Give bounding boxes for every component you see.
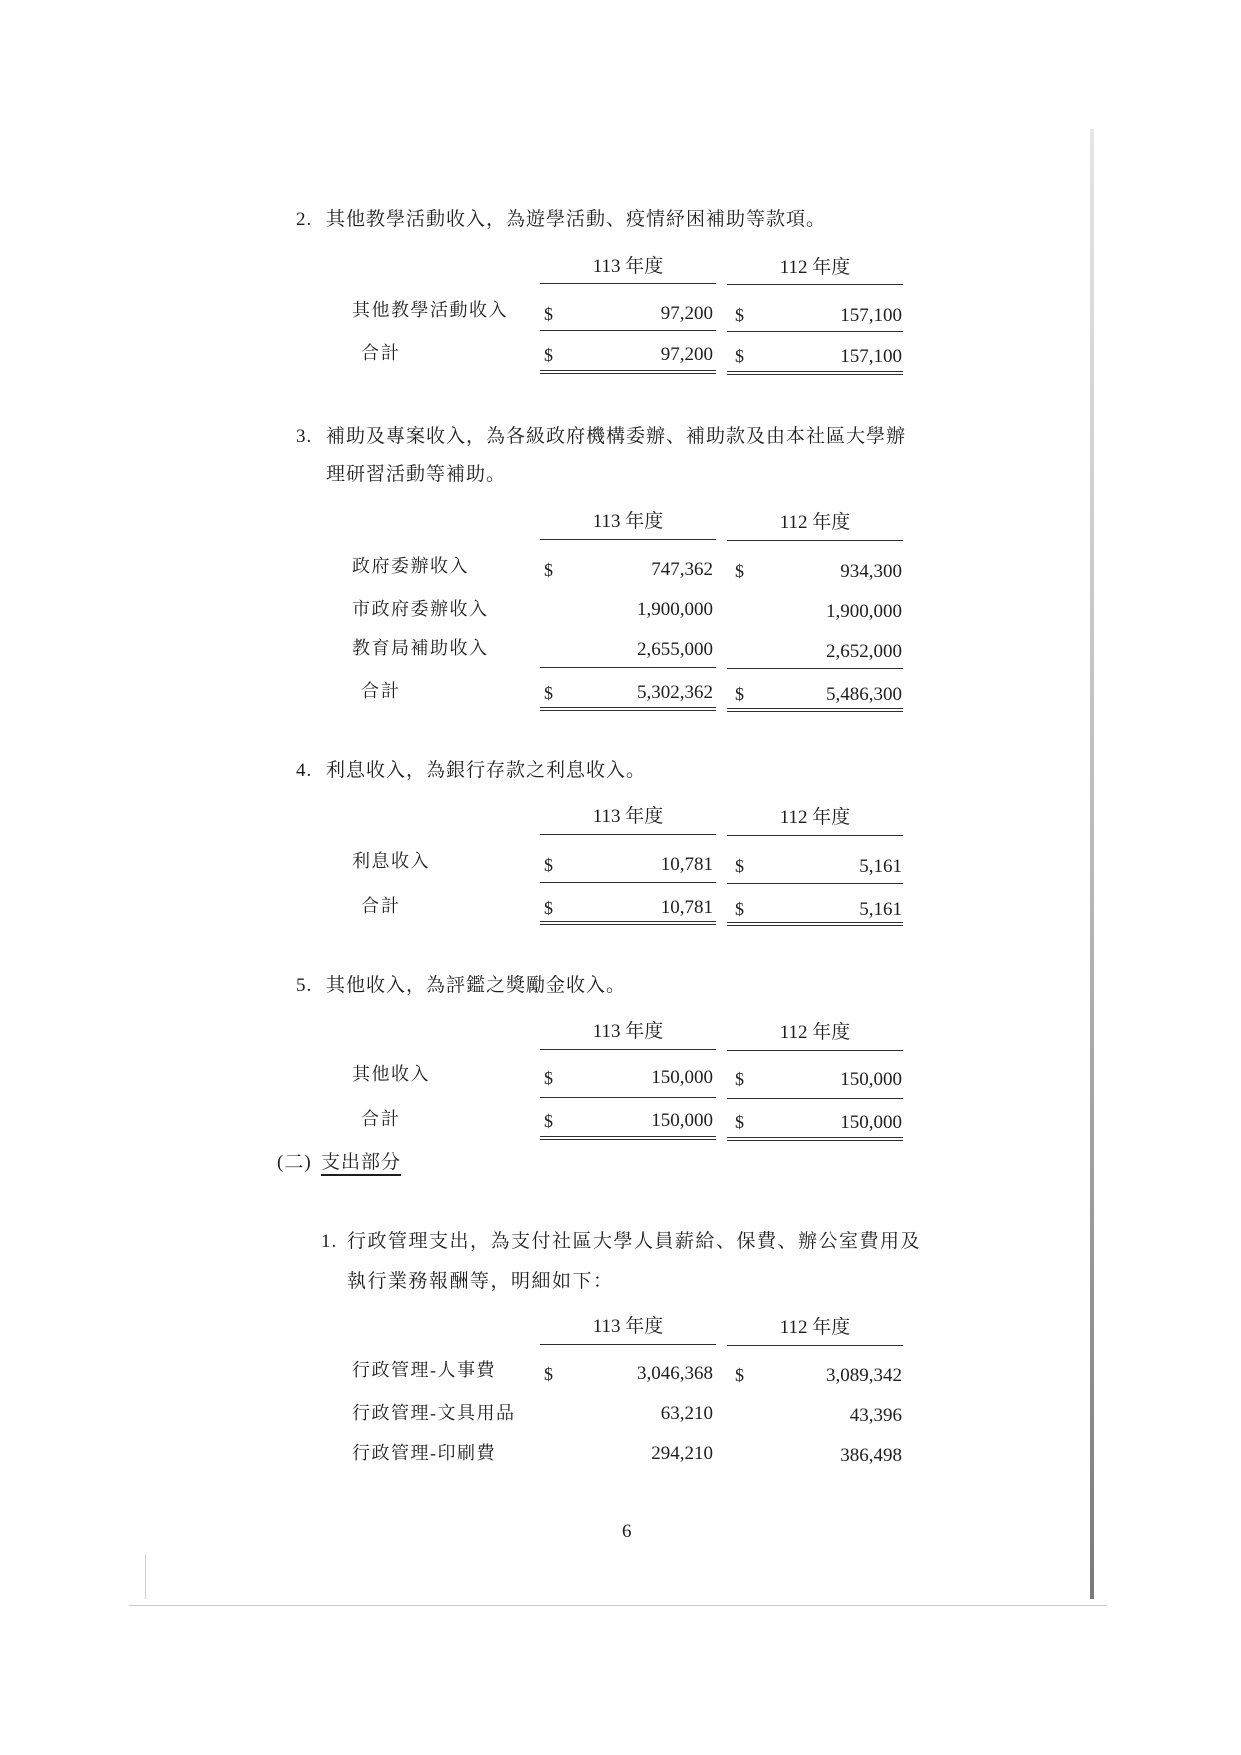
item5-row-label: 其他收入: [352, 1064, 430, 1084]
item4-total-currency-113: $: [544, 898, 553, 918]
item2-number: 2.: [296, 209, 313, 230]
item3-row1-label: 政府委辦收入: [352, 556, 469, 576]
item2-total-double-rule-112: [727, 371, 903, 375]
item3-number: 3.: [296, 426, 313, 447]
item4-number: 4.: [296, 760, 313, 781]
item2-header-113: 113 年度: [592, 256, 664, 277]
item5-total-currency-113: $: [544, 1111, 553, 1131]
item3-subtotal-rule-113: [540, 667, 716, 668]
expense-item1-description-line1: 行政管理支出，為支付社區大學人員薪給、保費、辦公室費用及: [347, 1231, 922, 1252]
item4-total-double-rule-113: [540, 921, 716, 925]
item5-total-double-rule-113: [540, 1136, 716, 1140]
item4-header-rule-112: [727, 835, 903, 836]
item2-row-value-112: 157,100: [840, 305, 902, 326]
expense-item1-header-113: 113 年度: [592, 1316, 664, 1337]
item3-row2-value-113: 1,900,000: [637, 599, 713, 620]
expense-item1-description-line2: 執行業務報酬等，明細如下：: [347, 1271, 614, 1292]
item4-header-113: 113 年度: [592, 806, 664, 827]
item3-header-rule-113: [540, 539, 716, 540]
expense-item1-row1-currency-113: $: [544, 1364, 553, 1384]
item3-description-line1: 補助及專案收入，為各級政府機構委辦、補助款及由本社區大學辦: [326, 426, 907, 447]
item3-row3-value-112: 2,652,000: [826, 641, 902, 662]
item3-row1-value-113: 747,362: [651, 559, 713, 580]
item2-header-112: 112 年度: [779, 257, 851, 278]
item4-subtotal-rule-112: [727, 883, 903, 884]
item2-row-label: 其他教學活動收入: [352, 300, 508, 320]
item2-subtotal-rule-113: [540, 330, 716, 331]
item2-header-rule-112: [727, 284, 903, 285]
scan-left-edge: [145, 1554, 146, 1599]
item5-total-currency-112: $: [735, 1112, 744, 1132]
item3-header-112: 112 年度: [779, 512, 851, 533]
item5-total-double-rule-112: [727, 1137, 903, 1141]
item4-header-112: 112 年度: [779, 807, 851, 828]
item2-total-value-112: 157,100: [840, 346, 902, 367]
item5-row-value-113: 150,000: [651, 1067, 713, 1088]
item3-total-currency-112: $: [735, 684, 744, 704]
item5-header-112: 112 年度: [779, 1022, 851, 1043]
item2-subtotal-rule-112: [727, 331, 903, 332]
item2-description: 其他教學活動收入，為遊學活動、疫情紓困補助等款項。: [326, 209, 827, 230]
expense-item1-number: 1.: [321, 1231, 338, 1252]
expense-item1-row1-currency-112: $: [735, 1365, 744, 1385]
expense-item1-row1-label: 行政管理-人事費: [352, 1360, 496, 1380]
item5-total-value-112: 150,000: [840, 1112, 902, 1133]
item2-row-value-113: 97,200: [660, 303, 713, 324]
item2-total-double-rule-113: [540, 370, 716, 374]
item3-total-double-rule-113: [540, 707, 716, 711]
item4-total-currency-112: $: [735, 899, 744, 919]
item4-row-value-112: 5,161: [859, 856, 902, 877]
item2-total-label: 合計: [361, 343, 401, 363]
item4-header-rule-113: [540, 834, 716, 835]
item5-row-currency-112: $: [735, 1069, 744, 1089]
item2-total-currency-112: $: [735, 346, 744, 366]
item4-description: 利息收入，為銀行存款之利息收入。: [326, 760, 647, 781]
item4-row-value-113: 10,781: [660, 854, 713, 875]
item4-total-value-112: 5,161: [859, 899, 902, 920]
expense-item1-header-rule-113: [540, 1344, 716, 1345]
item5-description: 其他收入，為評鑑之獎勵金收入。: [326, 975, 627, 996]
expense-item1-row3-label: 行政管理-印刷費: [352, 1443, 496, 1463]
item2-row-currency-113: $: [544, 304, 553, 324]
scan-right-edge-shadow: [1090, 129, 1094, 1599]
item3-header-113: 113 年度: [592, 511, 664, 532]
item2-total-value-113: 97,200: [660, 344, 713, 365]
item3-row2-label: 市政府委辦收入: [352, 599, 489, 619]
item3-total-value-112: 5,486,300: [826, 684, 902, 705]
item3-description-line2: 理研習活動等補助。: [326, 464, 507, 485]
expense-item1-header-112: 112 年度: [779, 1317, 851, 1338]
item4-total-label: 合計: [361, 896, 401, 916]
scan-bottom-edge: [129, 1605, 1107, 1606]
item3-row3-value-113: 2,655,000: [637, 639, 713, 660]
item5-header-rule-112: [727, 1050, 903, 1051]
expense-item1-row2-value-113: 63,210: [660, 1403, 713, 1424]
expense-item1-row2-label: 行政管理-文具用品: [352, 1403, 516, 1423]
expenditure-section-prefix: (二): [277, 1152, 312, 1173]
item3-row1-currency-113: $: [544, 560, 553, 580]
item3-row1-currency-112: $: [735, 561, 744, 581]
expense-item1-row1-value-113: 3,046,368: [637, 1363, 713, 1384]
item3-total-label: 合計: [361, 681, 401, 701]
expenditure-section-heading: 支出部分: [321, 1152, 402, 1173]
item4-subtotal-rule-113: [540, 882, 716, 883]
item5-total-value-113: 150,000: [651, 1110, 713, 1131]
item5-total-label: 合計: [361, 1109, 401, 1129]
expense-item1-row3-value-113: 294,210: [651, 1443, 713, 1464]
expense-item1-row2-value-112: 43,396: [849, 1405, 902, 1426]
item2-header-rule-113: [540, 283, 716, 284]
item2-row-currency-112: $: [735, 305, 744, 325]
item2-total-currency-113: $: [544, 345, 553, 365]
item5-header-rule-113: [540, 1049, 716, 1050]
item5-subtotal-rule-112: [727, 1098, 903, 1099]
item4-row-currency-113: $: [544, 855, 553, 875]
item3-total-value-113: 5,302,362: [637, 682, 713, 703]
page-number: 6: [622, 1521, 632, 1542]
expense-item1-header-rule-112: [727, 1345, 903, 1346]
item4-total-double-rule-112: [727, 922, 903, 926]
item3-subtotal-rule-112: [727, 668, 903, 669]
item5-header-113: 113 年度: [592, 1021, 664, 1042]
item5-row-currency-113: $: [544, 1068, 553, 1088]
item3-row1-value-112: 934,300: [840, 561, 902, 582]
item4-row-currency-112: $: [735, 856, 744, 876]
item5-number: 5.: [296, 975, 313, 996]
expense-item1-row1-value-112: 3,089,342: [826, 1365, 902, 1386]
item3-total-double-rule-112: [727, 708, 903, 712]
item3-header-rule-112: [727, 540, 903, 541]
item3-row2-value-112: 1,900,000: [826, 601, 902, 622]
item5-subtotal-rule-113: [540, 1097, 716, 1098]
item3-total-currency-113: $: [544, 683, 553, 703]
item3-row3-label: 教育局補助收入: [352, 638, 489, 658]
item4-row-label: 利息收入: [352, 851, 430, 871]
item5-row-value-112: 150,000: [840, 1069, 902, 1090]
expense-item1-row3-value-112: 386,498: [840, 1445, 902, 1466]
item4-total-value-113: 10,781: [660, 897, 713, 918]
